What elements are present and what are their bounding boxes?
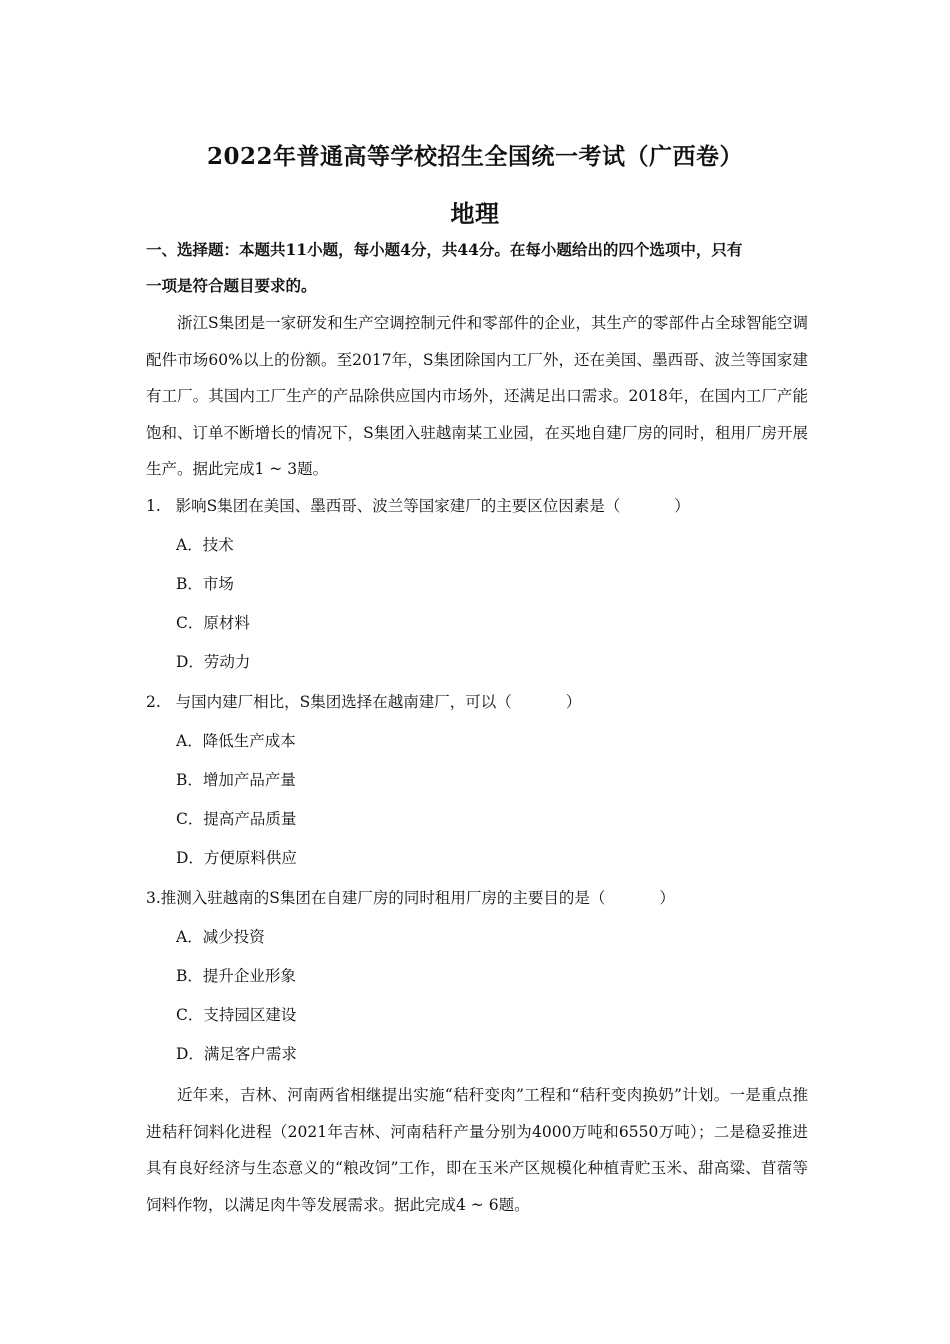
option-3c: C．支持园区建设 — [176, 1006, 297, 1024]
question-stem: 推测入驻越南的S集团在自建厂房的同时租用厂房的主要目的是（ — [160, 889, 606, 907]
subject-title: 地理 — [450, 199, 500, 228]
passage-2: 近年来，吉林、河南两省相继提出实施“秸秆变肉”工程和“秸秆变肉换奶”计划。一是重点推进秸秆饲料化进程（2021年吉林、河南秸秆产量分别为4000万吨和6550万吨）；二是稳妥推进具有良好经济与生态意义的“粮改饲”工作，即在玉米产区规模化种植青贮玉米、甜高粱、苜蓿等饲料作物，以满足肉牛等发展需求。据此完成4 ~ 6题。 — [146, 1086, 808, 1214]
question-3 — [146, 886, 675, 910]
option-1b: B．市场 — [176, 575, 234, 593]
section-heading-line1: 一、选择题：本题共11小题，每小题4分，共44分。在每小题给出的四个选项中，只有 — [146, 240, 743, 259]
question-1 — [146, 494, 690, 518]
paren-close: ） — [674, 497, 690, 515]
passage-1: 浙江S集团是一家研发和生产空调控制元件和零部件的企业，其生产的零部件占全球智能空调配件市场60%以上的份额。至2017年，S集团除国内工厂外，还在美国、墨西哥、波兰等国家建有工厂。其国内工厂生产的产品除供应国内市场外，还满足出口需求。2018年，在国内工厂产能饱和、订单不断增长的情况下，S集团入驻越南某工业园，在买地自建厂房的同时，租用厂房开展生产。据此完成1 ~ 3题。 — [146, 314, 808, 478]
option-2d: D．方便原料供应 — [176, 849, 297, 867]
option-1d: D．劳动力 — [176, 653, 251, 671]
option-2a: A．降低生产成本 — [176, 732, 296, 750]
question-number: 1. — [146, 497, 161, 515]
paren-close: ） — [565, 693, 582, 711]
section-heading-line2: 一项是符合题目要求的。 — [146, 276, 317, 295]
option-3a: A．减少投资 — [176, 928, 265, 946]
option-2c: C．提高产品质量 — [176, 810, 297, 828]
question-stem: 影响S集团在美国、墨西哥、波兰等国家建厂的主要区位因素是（ — [175, 497, 621, 515]
option-3b: B．提升企业形象 — [176, 967, 296, 985]
question-number: 3. — [146, 889, 161, 907]
paren-close: ） — [659, 889, 675, 907]
section-heading — [146, 232, 806, 304]
option-2b: B．增加产品产量 — [176, 771, 296, 789]
option-1c: C．原材料 — [176, 614, 250, 632]
option-1a: A．技术 — [176, 536, 234, 554]
question-2 — [146, 690, 581, 714]
option-3d: D．满足客户需求 — [176, 1045, 297, 1063]
question-stem: 与国内建厂相比，S集团选择在越南建厂，可以（ — [175, 693, 512, 711]
question-number: 2. — [146, 693, 161, 711]
exam-title: 2022年普通高等学校招生全国统一考试（广西卷） — [206, 143, 743, 170]
